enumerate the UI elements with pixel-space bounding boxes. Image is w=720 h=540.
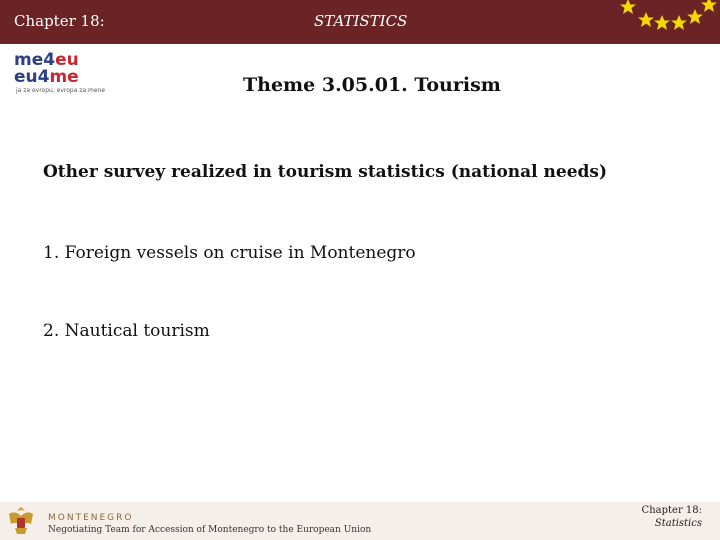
me4eu-logo [14, 52, 114, 100]
slide-subtitle: Other survey realized in tourism statistics (national needs) [43, 162, 608, 182]
logo-line-1: me4eu [14, 50, 79, 70]
footer-chapter-sub: Statistics [654, 518, 702, 529]
footer-team: Negotiating Team for Accession of Montenegro to the European Union [48, 525, 372, 535]
theme-title: Theme 3.05.01. Tourism [243, 74, 501, 96]
list-item: 1. Foreign vessels on cruise in Montenegro [43, 243, 416, 263]
montenegro-emblem-icon [4, 504, 38, 538]
footer-country: MONTENEGRO [48, 513, 134, 523]
eu-stars-icon [0, 0, 720, 44]
footer-chapter-label: Chapter 18: [641, 505, 702, 516]
header-title: STATISTICS [314, 12, 408, 30]
logo-tagline: ja za evropu, evropa za mene [16, 87, 106, 94]
list-item: 2. Nautical tourism [43, 321, 210, 341]
footer-chapter [642, 504, 702, 530]
header-chapter-label: Chapter 18: [14, 12, 105, 30]
logo-line-2: eu4me [14, 67, 79, 87]
